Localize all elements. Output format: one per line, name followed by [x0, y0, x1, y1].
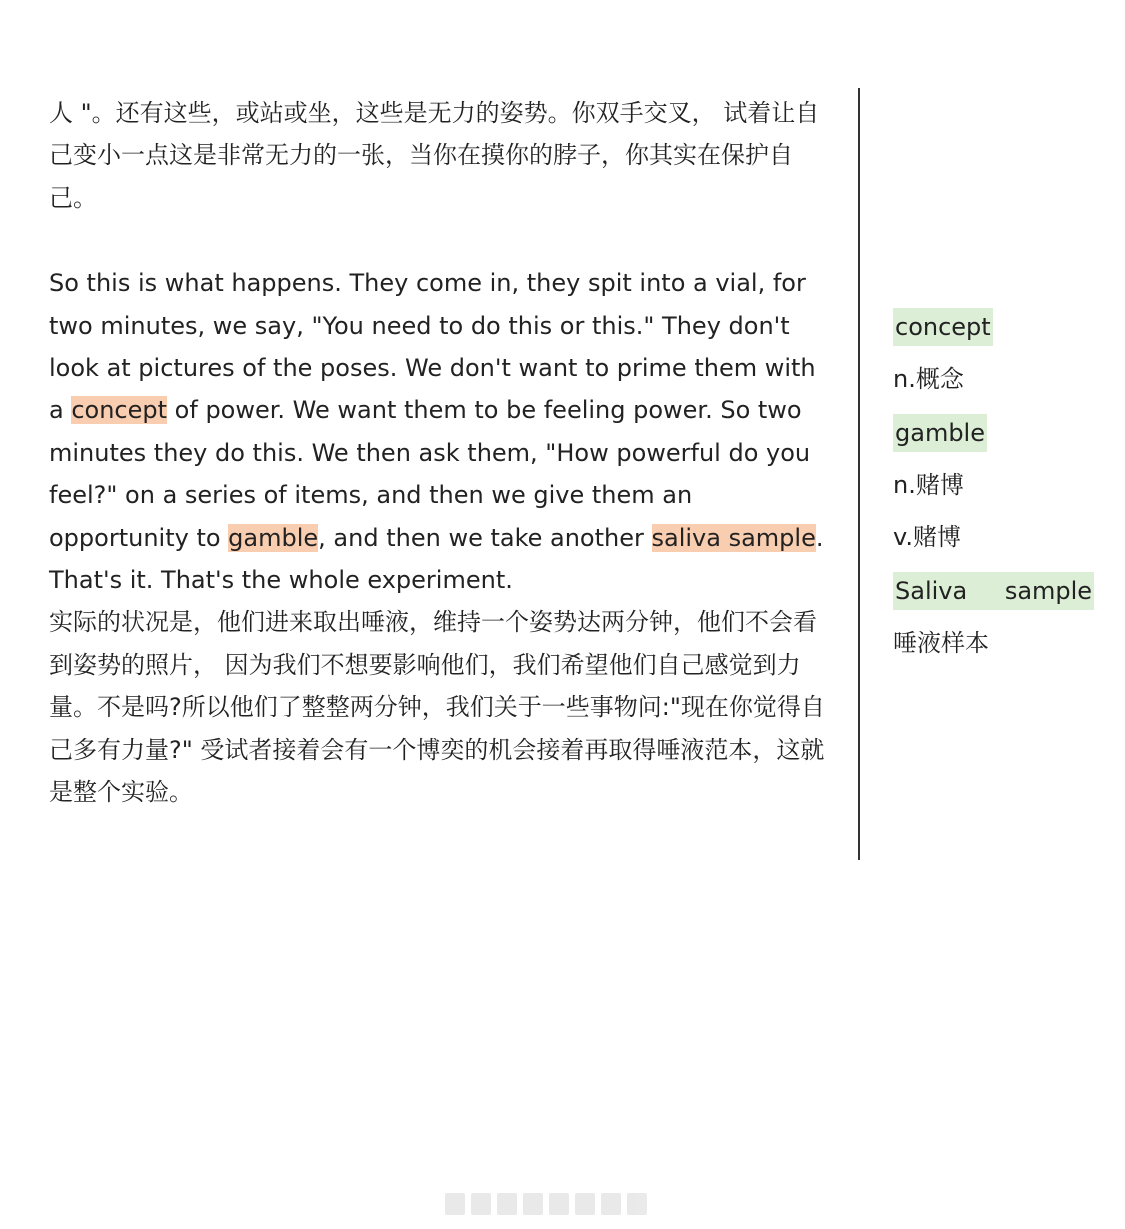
highlight-saliva-sample[interactable]: saliva sample [651, 523, 816, 552]
english-paragraph [49, 262, 829, 601]
vocab-entry-saliva-sample [893, 572, 1094, 660]
vocab-term[interactable]: gamble [893, 414, 987, 452]
chinese-intro-paragraph: 人 "。还有这些，或站或坐，这些是无力的姿势。你双手交叉， 试着让自己变小一点这是非常无力的一张，当你在摸你的脖子，你其实在保护自己。 [49, 99, 820, 212]
vocab-term[interactable]: Saliva sample [893, 572, 1094, 610]
chinese-translation-paragraph: 实际的状况是，他们进来取出唾液，维持一个姿势达两分钟，他们不会看到姿势的照片， 因为我们不想要影响他们，我们希望他们自己感觉到力量。不是吗?所以他们了整整两分钟，我们关于一些事物问:"现在你觉得自己多有力量?" 受试者接着会有一个博奕的机会接着再取得唾液范本，这就是整个实验。 [49, 608, 825, 807]
vocabulary-sidebar [893, 308, 1094, 678]
main-text-column [49, 92, 829, 814]
watermark-logo [445, 1190, 675, 1218]
english-text-4: . That's it. That's the whole experiment. [49, 523, 824, 595]
vocab-entry-gamble [893, 414, 1094, 554]
english-text-3: , and then we take another [318, 523, 652, 552]
vocab-term[interactable]: concept [893, 308, 993, 346]
english-text-1: So this is what happens. They come in, they spit into a vial, for two minutes, we say, "You need to do this or this." They don't look at pictures of the poses. We don't want to prime them with a [49, 269, 816, 425]
vocab-entry-concept [893, 308, 1094, 396]
highlight-gamble[interactable]: gamble [228, 523, 319, 552]
vocab-definition: v.赌博 [893, 523, 961, 551]
vocab-definition: 唾液样本 [893, 629, 989, 657]
english-text-2: of power. We want them to be feeling power. So two minutes they do this. We then ask them, "How powerful do you feel?" on a series of items, and then we give them an opportunity to [49, 396, 811, 552]
highlight-concept[interactable]: concept [71, 396, 168, 425]
column-divider [858, 88, 860, 860]
vocab-definition: n.概念 [893, 365, 964, 393]
vocab-definition: n.赌博 [893, 471, 964, 499]
